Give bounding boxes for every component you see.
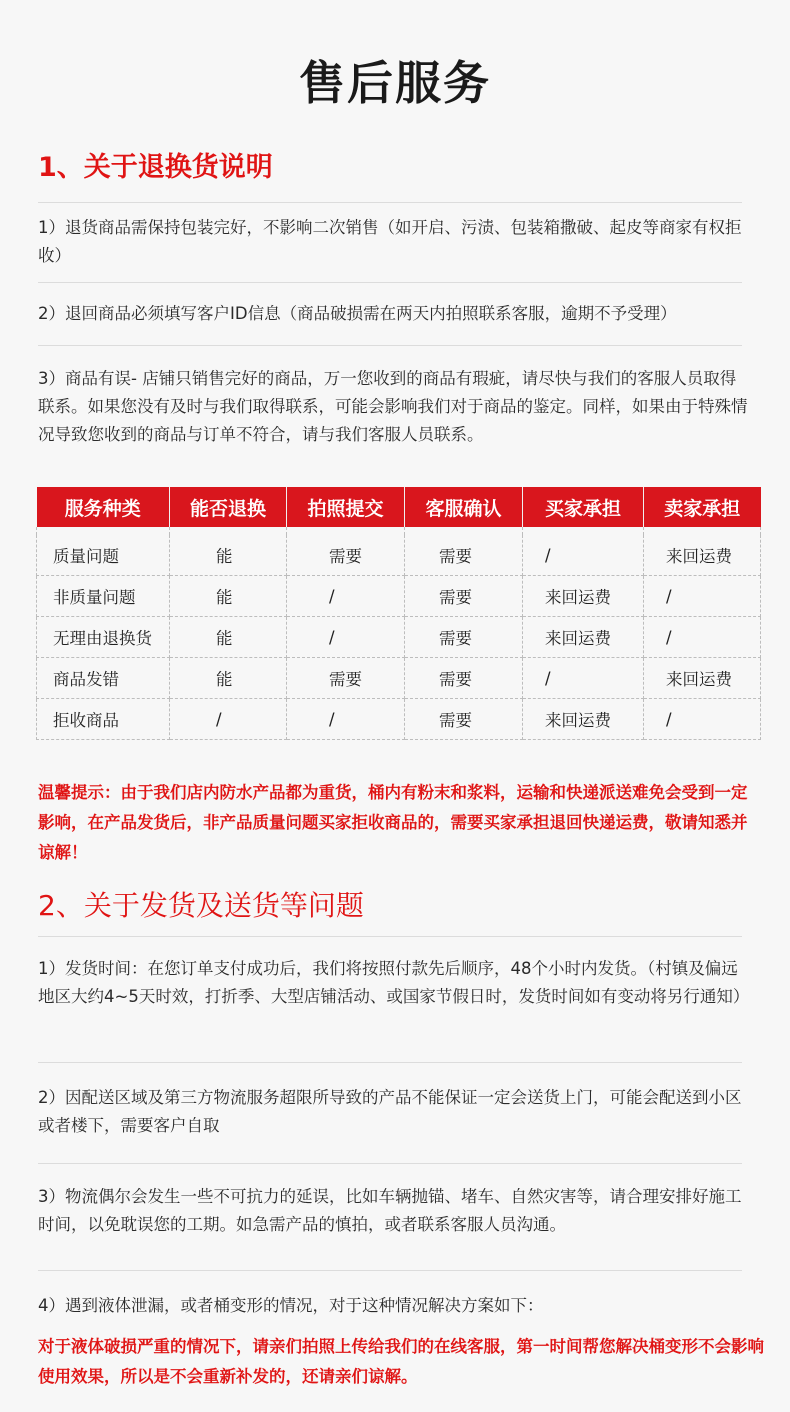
table-header-cell: 拍照提交 <box>287 487 405 527</box>
table-cell: 能 <box>170 658 287 699</box>
table-cell: / <box>644 576 761 617</box>
table-cell: 来回运费 <box>644 658 761 699</box>
divider <box>38 282 742 283</box>
table-cell: 需要 <box>405 658 523 699</box>
table-cell: 拒收商品 <box>37 699 170 740</box>
table-header-cell: 能否退换 <box>170 487 287 527</box>
table-cell: 需要 <box>405 535 523 576</box>
table-cell: 需要 <box>405 576 523 617</box>
table-cell: / <box>644 699 761 740</box>
table-cell: 非质量问题 <box>37 576 170 617</box>
table-cell: / <box>170 699 287 740</box>
table-cell: 需要 <box>287 535 405 576</box>
table-row <box>37 576 761 617</box>
shipping-notice: 温馨提示：由于我们店内防水产品都为重货，桶内有粉末和浆料，运输和快递派送难免会受到一定影响，在产品发货后，非产品质量问题买家拒收商品的，需要买家承担退回快递运费，敬请知悉并谅解！ <box>38 783 748 862</box>
table-cell: 需要 <box>287 658 405 699</box>
table-row <box>37 658 761 699</box>
table-header-cell: 客服确认 <box>405 487 523 527</box>
returns-item-3: 3）商品有误- 店铺只销售完好的商品，万一您收到的商品有瑕疵，请尽快与我们的客服人员取得联系。如果您没有及时与我们取得联系，可能会影响我们对于商品的鉴定。同样，如果由于特殊情况导致您收到的商品与订单不符合，请与我们客服人员联系。 <box>38 369 748 444</box>
shipping-item-3: 3）物流偶尔会发生一些不可抗力的延误，比如车辆抛锚、堵车、自然灾害等，请合理安排好施工时间，以免耽误您的工期。如急需产品的慎拍，或者联系客服人员沟通。 <box>38 1187 742 1234</box>
table-header-cell: 卖家承担 <box>644 487 761 527</box>
divider <box>38 345 742 346</box>
table-header-cell: 买家承担 <box>523 487 644 527</box>
shipping-item-1: 1）发货时间：在您订单支付成功后，我们将按照付款先后顺序，48个小时内发货。（村镇及偏远地区大约4~5天时效，打折季、大型店铺活动、或国家节假日时，发货时间如有变动将另行通知） <box>38 959 750 1006</box>
table-cell: / <box>644 617 761 658</box>
service-table <box>36 487 761 740</box>
section-heading-shipping: 2、关于发货及送货等问题 <box>38 889 364 922</box>
page-title: 售后服务 <box>299 56 491 110</box>
table-cell: 无理由退换货 <box>37 617 170 658</box>
table-cell: / <box>287 699 405 740</box>
table-cell: 需要 <box>405 699 523 740</box>
table-cell: 来回运费 <box>523 617 644 658</box>
table-cell: 能 <box>170 576 287 617</box>
table-row <box>37 535 761 576</box>
shipping-item-2: 2）因配送区域及第三方物流服务超限所导致的产品不能保证一定会送货上门，可能会配送到小区或者楼下，需要客户自取 <box>38 1088 742 1135</box>
table-cell: 来回运费 <box>644 535 761 576</box>
returns-item-1: 1）退货商品需保持包装完好，不影响二次销售（如开启、污渍、包装箱撒破、起皮等商家有权拒收） <box>38 218 742 265</box>
returns-item-2: 2）退回商品必须填写客户ID信息（商品破损需在两天内拍照联系客服，逾期不予受理） <box>38 304 677 323</box>
table-row <box>37 617 761 658</box>
table-cell: / <box>523 535 644 576</box>
table-spacer <box>37 527 761 535</box>
divider <box>38 1270 742 1271</box>
table-cell: / <box>287 617 405 658</box>
table-cell: 需要 <box>405 617 523 658</box>
divider <box>38 202 742 203</box>
table-cell: 商品发错 <box>37 658 170 699</box>
shipping-item-4: 4）遇到液体泄漏，或者桶变形的情况，对于这种情况解决方案如下： <box>38 1296 544 1315</box>
table-cell: 能 <box>170 617 287 658</box>
table-cell: / <box>287 576 405 617</box>
table-row <box>37 699 761 740</box>
table-cell: 质量问题 <box>37 535 170 576</box>
section-heading-returns: 1、关于退换货说明 <box>38 152 273 183</box>
divider <box>38 1163 742 1164</box>
table-cell: 能 <box>170 535 287 576</box>
table-cell: 来回运费 <box>523 576 644 617</box>
divider <box>38 1062 742 1063</box>
table-header-row <box>37 487 761 527</box>
table-cell: 来回运费 <box>523 699 644 740</box>
damage-solution: 对于液体破损严重的情况下，请亲们拍照上传给我们的在线客服，第一时间帮您解决桶变形不会影响使用效果，所以是不会重新补发的，还请亲们谅解。 <box>38 1337 764 1386</box>
table-cell: / <box>523 658 644 699</box>
table-header-cell: 服务种类 <box>37 487 170 527</box>
divider <box>38 936 742 937</box>
